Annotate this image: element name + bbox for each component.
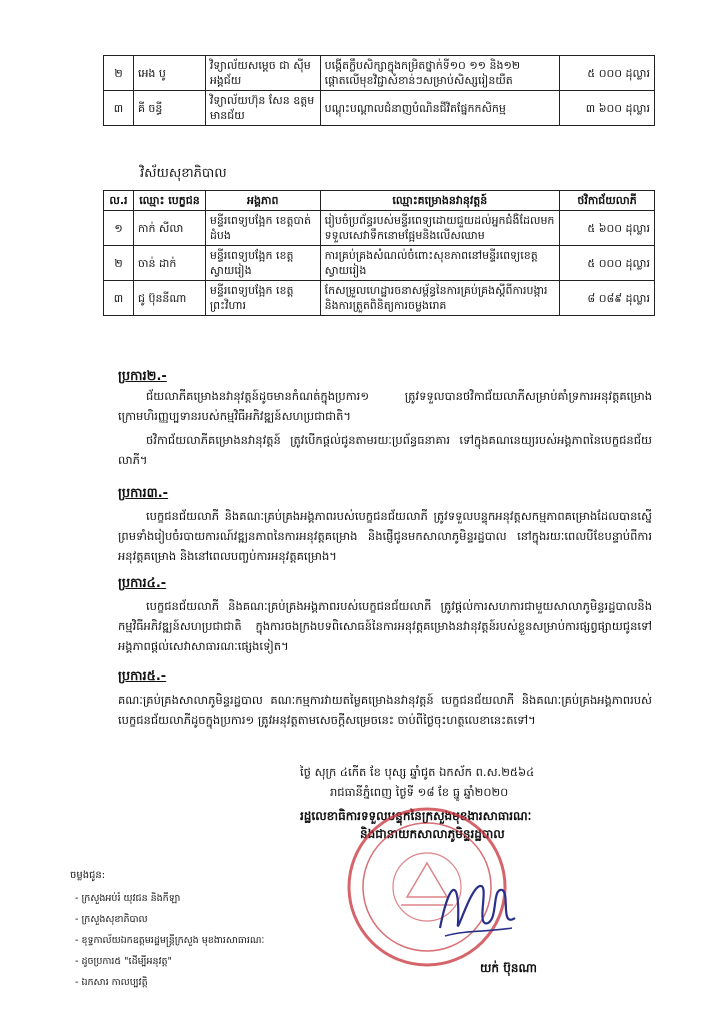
cell-no: ២	[104, 246, 134, 281]
header-project: ឈ្មោះគម្រោងនវានុវត្តន៍	[320, 191, 559, 211]
article-4-para-1: បេក្ខជនជ័យលាភី និងគណៈគ្រប់គ្រងអង្គភាពរបស់បេក្ខជនជ័យលាភី ត្រូវផ្តល់ការសហការជាមួយសាលាភូមិន្ទរដ្ឋបាលនិងកម្មវិធីអភិវឌ្ឍន៍សហប្រជាជាតិ ក្នុងការចងក្រងបទពិសោធន៍នៃការអនុវត្តគម្រោងនវានុវត្តន៍របស់ខ្លួនសម្រាប់ការផ្សព្វផ្សាយជូនទៅអង្គភាពផ្តល់សេវាសាធារណៈផ្សេងទៀត។	[118, 599, 652, 653]
cell-name: កាក់ សីលា	[133, 211, 205, 246]
signature-icon	[430, 868, 520, 948]
article-2-para-2: ថវិកាជ័យលាភីគម្រោងនវានុវត្តន៍ ត្រូវបើកផ្តល់ជូនតាមរយៈប្រព័ន្ធធនាគារ ទៅក្នុងគណនេយ្យរបស់អង្គភាពនៃបេក្ខជនជ័យលាភី។	[118, 433, 652, 467]
cc-item: - ខុទ្ទកាល័យឯកឧត្តមរដ្ឋមន្ត្រីក្រសួង មុខងារសាធារណៈ	[75, 930, 264, 951]
cell-org: មន្ទីរពេទ្យបង្អែក ខេត្តបាត់ដំបង	[205, 211, 320, 246]
cell-org: មន្ទីរពេទ្យបង្អែក ខេត្តស្វាយរៀង	[205, 246, 320, 281]
table-header-row	[104, 191, 655, 211]
cell-amount: ៣ ៦០០ ដុល្លារ	[560, 91, 655, 126]
table-row	[104, 281, 655, 316]
cell-no: ៣	[104, 91, 134, 126]
cell-project: ការគ្រប់គ្រងសំណល់ចំពោះសុខភាពនៅមន្ទីរពេទ្យខេត្តស្វាយរៀង	[320, 246, 559, 281]
cc-item: - ក្រសួងអប់រំ យុវជន និងកីឡា	[75, 888, 264, 909]
cell-name: អេង បូ	[133, 56, 205, 91]
cc-list	[75, 888, 264, 993]
article-4-heading: ប្រការ៤.-	[118, 576, 167, 591]
cc-heading: ចម្លងជូន:	[70, 870, 106, 881]
cell-no: ១	[104, 211, 134, 246]
cell-project: បណ្តុះបណ្តាលជំនាញបំណិនជីវិតផ្នែកកសិកម្ម	[320, 91, 559, 126]
cell-name: គី ចន្ធី	[133, 91, 205, 126]
signer-title-line-1: រដ្ឋលេខាធិការទទួលបន្ទុកនៃក្រសួងមុខងារសាធារណៈ	[300, 809, 532, 823]
cell-amount: ៥ ០០០ ដុល្លារ	[560, 56, 655, 91]
article-3-heading: ប្រការ៣.-	[118, 486, 169, 501]
cell-no: ៣	[104, 281, 134, 316]
cell-project: បង្កើតក្លឹបសិក្សាក្នុងកម្រិតថ្នាក់ទី១០ ១១ និង១២ ផ្តោតលើមុខវិជ្ជាសំខាន់ៗសម្រាប់សិស្សរៀនយឺត	[320, 56, 559, 91]
table-row	[104, 211, 655, 246]
signer-title-line-2: និងជានាយកសាលាភូមិន្ទរដ្ឋបាល	[360, 827, 505, 841]
cell-no: ២	[104, 56, 134, 91]
cc-item: - ដូចប្រការ៥ "ដើម្បីអនុវត្ត"	[75, 951, 264, 972]
article-3-para-1: បេក្ខជនជ័យលាភី និងគណៈគ្រប់គ្រងអង្គភាពរបស់បេក្ខជនជ័យលាភី ត្រូវទទួលបន្ទុកអនុវត្តសកម្មភាពគម្រោងដែលបានស្នើ ព្រមទាំងរៀបចំរបាយការណ៍វឌ្ឍនភាពនៃការអនុវត្តគម្រោង និងផ្ញើជូនមកសាលាភូមិន្ទរដ្ឋបាល នៅក្នុងរយៈពេលបីខែបន្ទាប់ពីការអនុវត្តគម្រោង និងនៅពេលបញ្ចប់ការអនុវត្តគម្រោង។	[118, 509, 652, 563]
cell-project: រៀបចំប្រព័ន្ធរបស់មន្ទីរពេទ្យដោយជួយដល់អ្នកជំងឺដែលមកទទួលសេវាទឹកនោមផ្អែមនិងលើសឈាម	[320, 211, 559, 246]
health-section-title: វិស័យសុខាភិបាល	[140, 166, 227, 181]
education-winners-table	[103, 55, 655, 126]
signer-name: យក់ ប៊ុនណា	[480, 961, 537, 975]
cell-amount: ៨ ០៨៩ ដុល្លារ	[560, 281, 655, 316]
cell-name: ចាន់ ដាក់	[133, 246, 205, 281]
header-org: អង្គភាព	[205, 191, 320, 211]
article-2-heading: ប្រការ២.-	[118, 369, 167, 384]
cell-project: កែសម្រួលហេដ្ឋារចនាសម្ព័ន្ធនៃការគ្រប់គ្រងស្តីពីការបង្ការនិងការត្រួតពិនិត្យការចម្លងរោគ	[320, 281, 559, 316]
cc-item: - ឯកសារ កាលប្បវត្តិ	[75, 972, 264, 993]
cc-item: - ក្រសួងសុខាភិបាល	[75, 909, 264, 930]
cell-org: វិទ្យាល័យហ៊ុន សែន ឧត្តមមានជ័យ	[205, 91, 320, 126]
lunar-date: ថ្ងៃ សុក្រ ៤កើត ខែ បុស្ស ឆ្នាំជូត ឯកស័ក ព.ស.២៥៦៤	[300, 765, 535, 779]
table-row	[104, 56, 655, 91]
cell-org: វិទ្យាល័យសម្តេច ជា ស៊ីម អង្គជ័យ	[205, 56, 320, 91]
cell-org: មន្ទីរពេទ្យបង្អែក ខេត្តព្រះវិហារ	[205, 281, 320, 316]
solar-date: រាជធានីភ្នំពេញ ថ្ងៃទី ១៨ ខែ ធ្នូ ឆ្នាំ២០២០	[330, 785, 509, 799]
table-row	[104, 91, 655, 126]
cell-amount: ៥ ០០០ ដុល្លារ	[560, 246, 655, 281]
cell-amount: ៥ ៦០០ ដុល្លារ	[560, 211, 655, 246]
article-5-para-1: គណៈគ្រប់គ្រងសាលាភូមិន្ទរដ្ឋបាល គណៈកម្មការវាយតម្លៃគម្រោងនវានុវត្តន៍ បេក្ខជនជ័យលាភី និងគណៈគ្រប់គ្រងអង្គភាពរបស់បេក្ខជនជ័យលាភីដូចក្នុងប្រការ១ ត្រូវអនុវត្តតាមសេចក្តីសម្រេចនេះ ចាប់ពីថ្ងៃចុះហត្ថលេខានេះតទៅ។	[118, 693, 652, 727]
header-name: ឈ្មោះ បេក្ខជន	[133, 191, 205, 211]
table-row	[104, 246, 655, 281]
header-amount: ថវិកាជ័យលាភី	[560, 191, 655, 211]
cell-name: ជូ ប៊ុននីណា	[133, 281, 205, 316]
article-2-para-1: ជ័យលាភីគម្រោងនវានុវត្តន៍ដូចមានកំណត់ក្នុងប្រការ១ ត្រូវទទួលបានថវិកាជ័យលាភីសម្រាប់គាំទ្រការអនុវត្តគម្រោង ក្រោមហិរញ្ញប្បទានរបស់កម្មវិធីអភិវឌ្ឍន៍សហប្រជាជាតិ។	[118, 389, 652, 423]
health-winners-table	[103, 190, 655, 316]
header-no: ល.រ	[104, 191, 134, 211]
article-5-heading: ប្រការ៥.-	[118, 669, 167, 684]
